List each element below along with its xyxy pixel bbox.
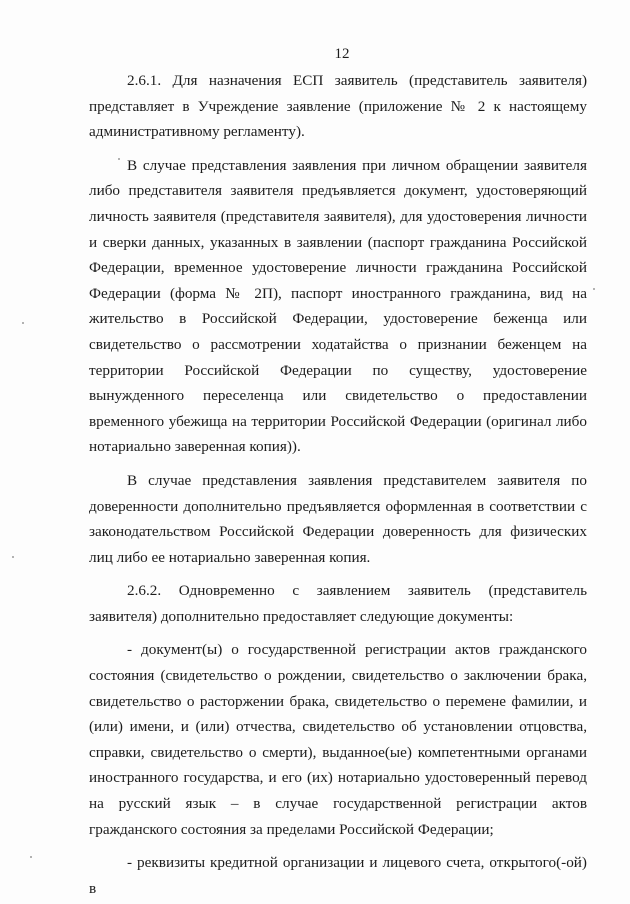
paragraph-identity-document: В случае представления заявления при личном обращении заявителя либо представителя заявителя предъявляется документ, удостоверяющий личность заявителя (представителя заявителя), для удостоверения личности и сверки данных, указанных в заявлении (паспорт гражданина Российской Федерации, временное удостоверение личности гражданина Российской Федерации (форма № 2П), паспорт иностранного гражданина, вид на жительство в Российской Федерации, удостоверение беженца или свидетельство о рассмотрении ходатайства о признании беженцем на территории Российской Федерации по существу, удостоверение вынужденного переселенца или свидетельство о предоставлении временного убежища на территории Российской Федерации (оригинал либо нотариально заверенная копия)). [89,156,587,456]
paragraph-2-6-2: 2.6.2. Одновременно с заявлением заявитель (представитель заявителя) дополнительно предоставляет следующие документы: [89,582,587,625]
page-number: 12 [334,46,350,62]
scan-speck [593,288,595,290]
list-item-bank-details: - реквизиты кредитной организации и лицевого счета, открытого(-ой) в [89,854,587,897]
paragraph-power-of-attorney: В случае представления заявления представителем заявителя по доверенности дополнительно предъявляется оформленная в соответствии с законодательством Российской Федерации доверенность для физических лиц либо ее нотариально заверенная копия. [89,471,587,566]
scan-speck [30,856,32,858]
scan-speck [118,158,120,160]
scan-speck [22,322,24,324]
list-item-civil-status-documents: - документ(ы) о государственной регистрации актов гражданского состояния (свидетельство о рождении, свидетельство о заключении брака, свидетельство о расторжении брака, свидетельство о перемене фамилии, и (или) имени, и (или) отчества, свидетельство об установлении отцовства, справки, свидетельство о смерти), выданное(ые) компетентными органами иностранного государства, и его (их) нотариально удостоверенный перевод на русский язык – в случае государственной регистрации актов гражданского состояния за пределами Российской Федерации; [89,641,587,838]
scan-speck [12,556,14,558]
document-body [89,68,587,901]
paragraph-2-6-1: 2.6.1. Для назначения ЕСП заявитель (представитель заявителя) представляет в Учреждение заявление (приложение № 2 к настоящему административному регламенту). [89,72,587,141]
